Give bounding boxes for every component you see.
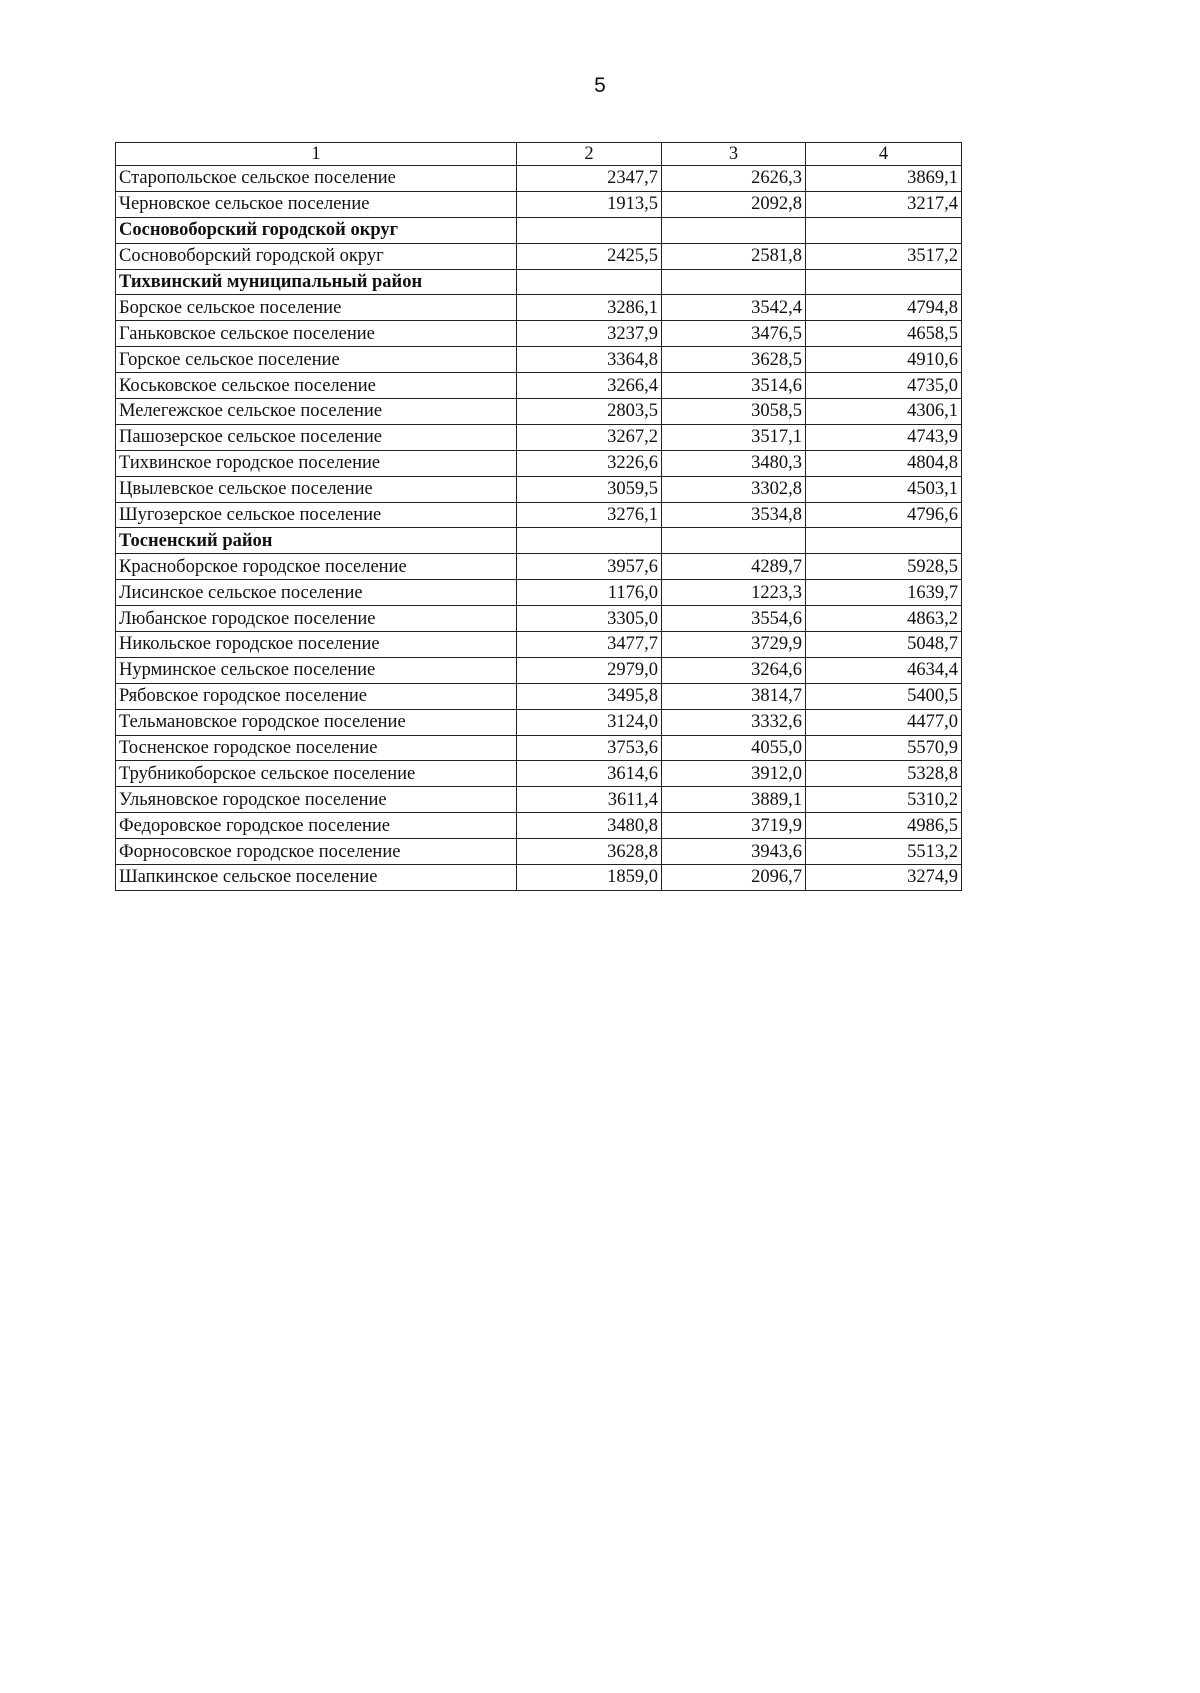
value-cell: 3274,9 [806, 865, 962, 891]
value-cell: 2092,8 [662, 191, 806, 217]
value-cell: 5310,2 [806, 787, 962, 813]
settlement-name-cell: Тосненское городское поселение [116, 735, 517, 761]
data-table [115, 142, 962, 891]
table-row [116, 373, 962, 399]
settlement-name-cell: Лисинское сельское поселение [116, 580, 517, 606]
table-row [116, 166, 962, 192]
value-cell [662, 269, 806, 295]
value-cell: 3514,6 [662, 373, 806, 399]
value-cell: 2979,0 [517, 657, 662, 683]
value-cell: 3611,4 [517, 787, 662, 813]
settlement-name-cell: Нурминское сельское поселение [116, 657, 517, 683]
table-group-row [116, 217, 962, 243]
value-cell: 3912,0 [662, 761, 806, 787]
table-row [116, 580, 962, 606]
value-cell: 1639,7 [806, 580, 962, 606]
value-cell: 5048,7 [806, 632, 962, 658]
table-row [116, 813, 962, 839]
table-row [116, 295, 962, 321]
table-row [116, 321, 962, 347]
table-row [116, 347, 962, 373]
value-cell: 3495,8 [517, 683, 662, 709]
table-group-row [116, 528, 962, 554]
group-name-cell: Тосненский район [116, 528, 517, 554]
table-header-row [116, 143, 962, 166]
value-cell: 5328,8 [806, 761, 962, 787]
value-cell: 3476,5 [662, 321, 806, 347]
table-group-row [116, 269, 962, 295]
value-cell: 3517,1 [662, 424, 806, 450]
table-row [116, 709, 962, 735]
settlement-name-cell: Шугозерское сельское поселение [116, 502, 517, 528]
value-cell: 3729,9 [662, 632, 806, 658]
settlement-name-cell: Горское сельское поселение [116, 347, 517, 373]
settlement-name-cell: Борское сельское поселение [116, 295, 517, 321]
settlement-name-cell: Ганьковское сельское поселение [116, 321, 517, 347]
table-row [116, 243, 962, 269]
value-cell: 3957,6 [517, 554, 662, 580]
settlement-name-cell: Форносовское городское поселение [116, 839, 517, 865]
value-cell: 3480,8 [517, 813, 662, 839]
value-cell: 3534,8 [662, 502, 806, 528]
value-cell: 1859,0 [517, 865, 662, 891]
settlement-name-cell: Рябовское городское поселение [116, 683, 517, 709]
value-cell: 4910,6 [806, 347, 962, 373]
value-cell: 2803,5 [517, 399, 662, 425]
settlement-name-cell: Тихвинское городское поселение [116, 450, 517, 476]
settlement-name-cell: Коськовское сельское поселение [116, 373, 517, 399]
value-cell: 5513,2 [806, 839, 962, 865]
value-cell: 3719,9 [662, 813, 806, 839]
table-row [116, 450, 962, 476]
column-header: 4 [806, 143, 962, 166]
settlement-name-cell: Любанское городское поселение [116, 606, 517, 632]
value-cell: 4743,9 [806, 424, 962, 450]
settlement-name-cell: Шапкинское сельское поселение [116, 865, 517, 891]
table-row [116, 735, 962, 761]
value-cell: 3124,0 [517, 709, 662, 735]
settlement-name-cell: Мелегежское сельское поселение [116, 399, 517, 425]
settlement-name-cell: Ульяновское городское поселение [116, 787, 517, 813]
value-cell [806, 269, 962, 295]
value-cell: 2347,7 [517, 166, 662, 192]
value-cell: 5570,9 [806, 735, 962, 761]
value-cell: 3480,3 [662, 450, 806, 476]
value-cell: 3477,7 [517, 632, 662, 658]
value-cell: 3059,5 [517, 476, 662, 502]
settlement-name-cell: Сосновоборский городской округ [116, 243, 517, 269]
value-cell: 2626,3 [662, 166, 806, 192]
value-cell: 3237,9 [517, 321, 662, 347]
value-cell: 2425,5 [517, 243, 662, 269]
value-cell: 3276,1 [517, 502, 662, 528]
column-header: 2 [517, 143, 662, 166]
value-cell: 3814,7 [662, 683, 806, 709]
value-cell: 3267,2 [517, 424, 662, 450]
value-cell: 4804,8 [806, 450, 962, 476]
value-cell [662, 528, 806, 554]
value-cell: 1223,3 [662, 580, 806, 606]
value-cell: 3217,4 [806, 191, 962, 217]
value-cell: 3628,5 [662, 347, 806, 373]
value-cell: 3943,6 [662, 839, 806, 865]
column-header: 3 [662, 143, 806, 166]
table-row [116, 554, 962, 580]
value-cell: 3542,4 [662, 295, 806, 321]
value-cell: 4735,0 [806, 373, 962, 399]
settlement-name-cell: Тельмановское городское поселение [116, 709, 517, 735]
settlement-name-cell: Цвылевское сельское поселение [116, 476, 517, 502]
settlement-name-cell: Красноборское городское поселение [116, 554, 517, 580]
table-row [116, 683, 962, 709]
column-header: 1 [116, 143, 517, 166]
table-row [116, 761, 962, 787]
value-cell: 4289,7 [662, 554, 806, 580]
table-row [116, 476, 962, 502]
value-cell [517, 269, 662, 295]
value-cell: 4477,0 [806, 709, 962, 735]
value-cell: 4863,2 [806, 606, 962, 632]
table-row [116, 632, 962, 658]
value-cell [806, 217, 962, 243]
table-row [116, 657, 962, 683]
value-cell [517, 528, 662, 554]
value-cell: 5400,5 [806, 683, 962, 709]
table-row [116, 191, 962, 217]
table-row [116, 839, 962, 865]
value-cell [517, 217, 662, 243]
table-row [116, 865, 962, 891]
value-cell: 2581,8 [662, 243, 806, 269]
table-row [116, 399, 962, 425]
value-cell: 3305,0 [517, 606, 662, 632]
value-cell: 3226,6 [517, 450, 662, 476]
value-cell: 4796,6 [806, 502, 962, 528]
value-cell: 4658,5 [806, 321, 962, 347]
table-body [116, 166, 962, 891]
value-cell: 3286,1 [517, 295, 662, 321]
value-cell: 1176,0 [517, 580, 662, 606]
value-cell: 4055,0 [662, 735, 806, 761]
value-cell: 3628,8 [517, 839, 662, 865]
settlement-name-cell: Старопольское сельское поселение [116, 166, 517, 192]
value-cell: 2096,7 [662, 865, 806, 891]
value-cell: 5928,5 [806, 554, 962, 580]
value-cell: 3332,6 [662, 709, 806, 735]
settlement-name-cell: Пашозерское сельское поселение [116, 424, 517, 450]
group-name-cell: Тихвинский муниципальный район [116, 269, 517, 295]
page-number: 5 [594, 74, 606, 97]
value-cell: 3266,4 [517, 373, 662, 399]
value-cell: 3554,6 [662, 606, 806, 632]
value-cell: 4306,1 [806, 399, 962, 425]
settlement-name-cell: Федоровское городское поселение [116, 813, 517, 839]
table-row [116, 787, 962, 813]
table-row [116, 502, 962, 528]
value-cell: 3264,6 [662, 657, 806, 683]
value-cell [662, 217, 806, 243]
value-cell: 3058,5 [662, 399, 806, 425]
value-cell: 3364,8 [517, 347, 662, 373]
settlement-name-cell: Никольское городское поселение [116, 632, 517, 658]
table-row [116, 606, 962, 632]
value-cell: 4634,4 [806, 657, 962, 683]
value-cell: 3889,1 [662, 787, 806, 813]
value-cell [806, 528, 962, 554]
value-cell: 3517,2 [806, 243, 962, 269]
value-cell: 4794,8 [806, 295, 962, 321]
value-cell: 3753,6 [517, 735, 662, 761]
value-cell: 1913,5 [517, 191, 662, 217]
settlement-name-cell: Трубникоборское сельское поселение [116, 761, 517, 787]
value-cell: 4503,1 [806, 476, 962, 502]
value-cell: 3869,1 [806, 166, 962, 192]
value-cell: 3614,6 [517, 761, 662, 787]
value-cell: 3302,8 [662, 476, 806, 502]
table-row [116, 424, 962, 450]
settlement-name-cell: Черновское сельское поселение [116, 191, 517, 217]
group-name-cell: Сосновоборский городской округ [116, 217, 517, 243]
value-cell: 4986,5 [806, 813, 962, 839]
